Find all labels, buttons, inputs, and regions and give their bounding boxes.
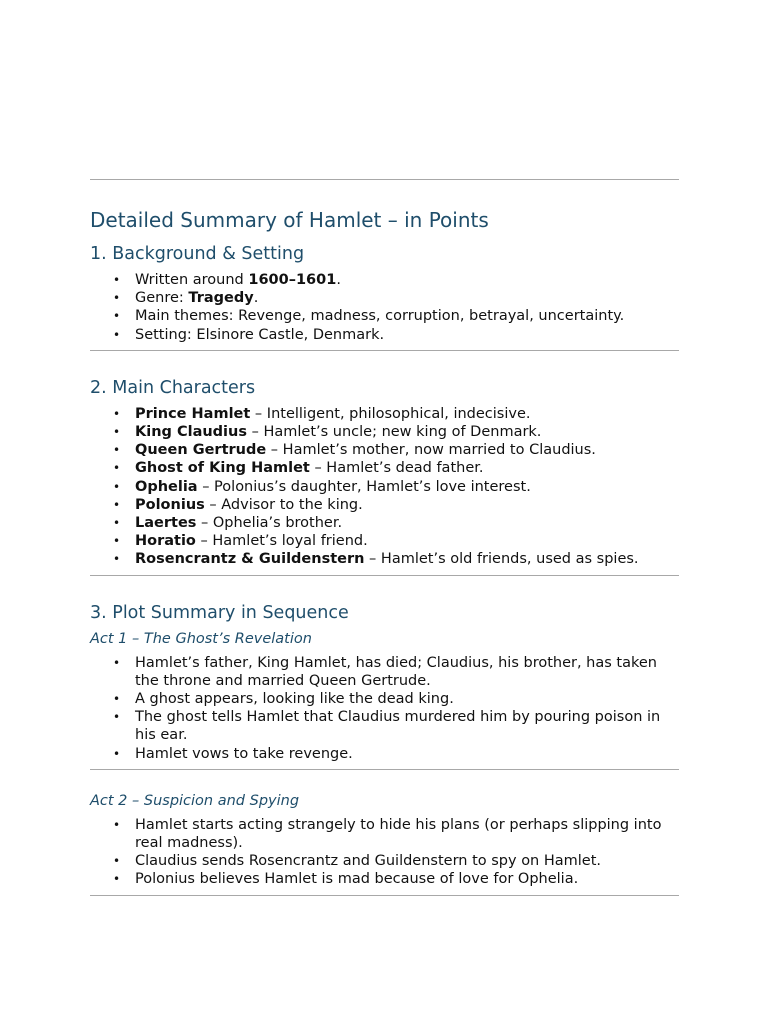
section-divider — [90, 350, 679, 351]
list-item: • Hamlet’s father, King Hamlet, has died; Claudius, his brother, has taken the throne and married Queen Gertrude. — [135, 654, 679, 690]
list-item: • Polonius believes Hamlet is mad because of love for Ophelia. — [135, 870, 679, 888]
document-title: Detailed Summary of Hamlet – in Points — [90, 208, 489, 232]
characters-heading: 2. Main Characters — [90, 377, 256, 398]
list-item: • Genre: Tragedy. — [135, 289, 679, 307]
list-item: • Setting: Elsinore Castle, Denmark. — [135, 326, 679, 344]
list-item: • Main themes: Revenge, madness, corruption, betrayal, uncertainty. — [135, 307, 679, 325]
list-item: • A ghost appears, looking like the dead king. — [135, 690, 679, 708]
list-item: • Hamlet starts acting strangely to hide his plans (or perhaps slipping into real madness). — [135, 816, 679, 852]
character-item: • King Claudius – Hamlet’s uncle; new king of Denmark. — [135, 423, 679, 441]
character-item: • Rosencrantz & Guildenstern – Hamlet’s old friends, used as spies. — [135, 550, 679, 568]
character-item: • Ghost of King Hamlet – Hamlet’s dead father. — [135, 459, 679, 477]
character-item: • Ophelia – Polonius’s daughter, Hamlet’s love interest. — [135, 478, 679, 496]
background-list — [90, 271, 679, 344]
characters-list — [90, 405, 679, 569]
character-item: • Horatio – Hamlet’s loyal friend. — [135, 532, 679, 550]
plot-heading: 3. Plot Summary in Sequence — [90, 602, 349, 623]
list-item: • The ghost tells Hamlet that Claudius murdered him by pouring poison in his ear. — [135, 708, 679, 744]
character-item: • Laertes – Ophelia’s brother. — [135, 514, 679, 532]
background-heading: 1. Background & Setting — [90, 244, 305, 264]
document-page — [90, 179, 679, 896]
act1-heading: Act 1 – The Ghost’s Revelation — [90, 630, 312, 647]
section-divider — [90, 769, 679, 770]
act2-heading: Act 2 – Suspicion and Spying — [90, 792, 300, 809]
top-divider — [90, 179, 679, 180]
list-item: • Hamlet vows to take revenge. — [135, 745, 679, 763]
section-divider — [90, 895, 679, 896]
character-item: • Prince Hamlet – Intelligent, philosophical, indecisive. — [135, 405, 679, 423]
character-item: • Polonius – Advisor to the king. — [135, 496, 679, 514]
act1-list — [90, 654, 679, 763]
list-item: • Claudius sends Rosencrantz and Guildenstern to spy on Hamlet. — [135, 852, 679, 870]
list-item: • Written around 1600–1601. — [135, 271, 679, 289]
section-divider — [90, 575, 679, 576]
act2-list — [90, 816, 679, 889]
character-item: • Queen Gertrude – Hamlet’s mother, now married to Claudius. — [135, 441, 679, 459]
